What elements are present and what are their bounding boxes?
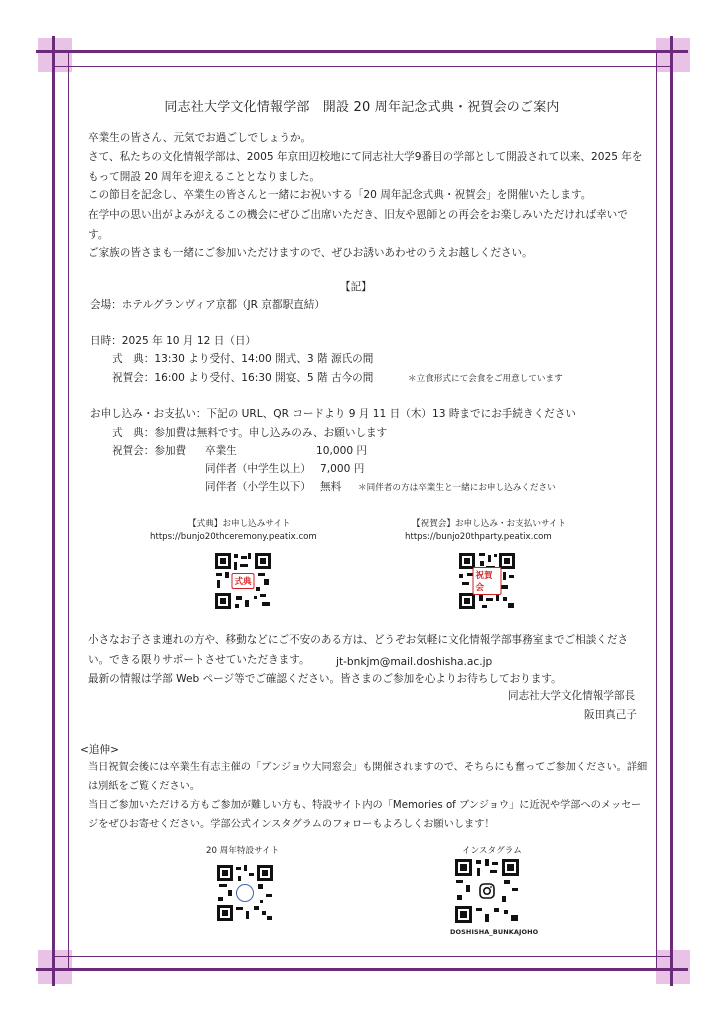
postscript-heading: <追伸> [80, 744, 119, 756]
intro-p5: ご家族の皆さまも一緒にご参加いただけますので、ぜひお誘いあわせのうえお越しください。 [88, 247, 533, 259]
frame-bottom-inner [52, 956, 672, 957]
frame-right-inner [656, 52, 657, 970]
qr-instagram-label: インスタグラム [462, 846, 522, 856]
qr-ceremony-url[interactable]: https://bunjo20thceremony.peatix.com [150, 532, 317, 542]
party-note: ＊立食形式にて会食をご用意しています [408, 374, 563, 384]
frame-bottom-outer [36, 968, 688, 971]
signature-name: 阪田真己子 [584, 709, 637, 721]
signature-org: 同志社大学文化情報学部長 [508, 690, 636, 702]
qr-party-url[interactable]: https://bunjo20thparty.peatix.com [405, 532, 552, 542]
postscript-p2: 当日ご参加いただける方もご参加が難しい方も、特設サイト内の「Memories of ブンジョウ」に近況や学部へのメッセージをぜひお寄せください。学部公式インスタグラムのフォローもよろしくお願いします！ [88, 800, 642, 830]
frame-left-inner [68, 52, 69, 970]
fee-row-amount: 無料 [320, 481, 342, 493]
event-date: 日時：2025 年 10 月 12 日（日） [90, 335, 257, 347]
qr-code-site[interactable] [216, 864, 274, 922]
party-fee-label: 祝賀会：参加費 [112, 445, 187, 457]
venue: 会場：ホテルグランヴィア京都（JR 京都駅直結） [90, 299, 325, 311]
intro-p3: この節目を記念し、卒業生の皆さんと一緒にお祝いする「20 周年記念式典・祝賀会」を開催いたします。 [88, 189, 592, 201]
ceremony-fee: 式 典：参加費は無料です。申し込みのみ、お願いします [112, 427, 388, 439]
logo-icon [236, 884, 254, 902]
qr-site-label: 20 周年特設サイト [206, 846, 280, 856]
support-email[interactable]: jt-bnkjm@mail.doshisha.ac.jp [336, 656, 493, 668]
support-p2: 最新の情報は学部 Web ページ等でご確認ください。皆さまのご参加を心よりお待ちしております。 [88, 673, 562, 685]
instagram-icon [478, 882, 496, 900]
fee-row-who: 同伴者（中学生以上） [205, 463, 311, 475]
fee-note: ＊同伴者の方は卒業生と一緒にお申し込みください [358, 483, 556, 493]
fee-row-amount: 10,000 円 [316, 445, 368, 457]
intro-p1: 卒業生の皆さん、元気でお過ごしでしょうか。 [88, 132, 312, 144]
intro-p2: さて、私たちの文化情報学部は、2005 年京田辺校地にて同志社大学9番目の学部として開設されて以来、2025 年をもって開設 20 周年を迎えることとなりました。 [88, 151, 643, 183]
frame-top-inner [52, 66, 672, 67]
intro-p4: 在学中の思い出がよみがえるこの機会にぜひご出席いただき、旧友や恩師との再会をお楽しみいただければ幸いです。 [88, 209, 628, 241]
instagram-handle: DOSHISHA_BUNKAJOHO [450, 928, 539, 936]
qr-ceremony-label: 【式典】お申し込みサイト [188, 519, 291, 529]
qr-code-instagram[interactable] [454, 858, 520, 924]
frame-right-outer [670, 36, 673, 986]
postscript-p1: 当日祝賀会後には卒業生有志主催の「ブンジョウ大同窓会」も開催されますので、そちらにも奮ってご参加ください。詳細は別紙をご覧ください。 [88, 762, 648, 792]
apply-instruction: お申し込み・お支払い：下記の URL、QR コードより 9 月 11 日（木）13 時までにお手続きください [90, 408, 576, 420]
frame-top-outer [36, 50, 688, 53]
ceremony-time: 式 典：13:30 より受付、14:00 開式、3 階 源氏の間 [112, 353, 374, 365]
party-time: 祝賀会：16:00 より受付、16:30 開宴、5 階 古今の間 [112, 372, 374, 384]
support-p1: 小さなお子さま連れの方や、移動などにご不安のある方は、どうぞお気軽に文化情報学部事務室までご相談ください。できる限りサポートさせていただきます。 [88, 634, 629, 666]
qr-party-label: 【祝賀会】お申し込み・お支払いサイト [412, 519, 567, 529]
fee-row-who: 卒業生 [205, 445, 237, 457]
qr-code-ceremony[interactable] [214, 552, 272, 610]
ki-heading: 【記】 [340, 281, 372, 293]
qr-code-party[interactable] [458, 552, 516, 610]
frame-left-outer [52, 36, 55, 986]
fee-row-who: 同伴者（小学生以下） [205, 481, 311, 493]
page-title: 同志社大学文化情報学部 開設 20 周年記念式典・祝賀会のご案内 [164, 100, 560, 115]
qr-party-badge: 祝賀会 [473, 567, 502, 595]
fee-row-amount: 7,000 円 [320, 463, 365, 475]
qr-ceremony-badge: 式典 [231, 573, 254, 589]
